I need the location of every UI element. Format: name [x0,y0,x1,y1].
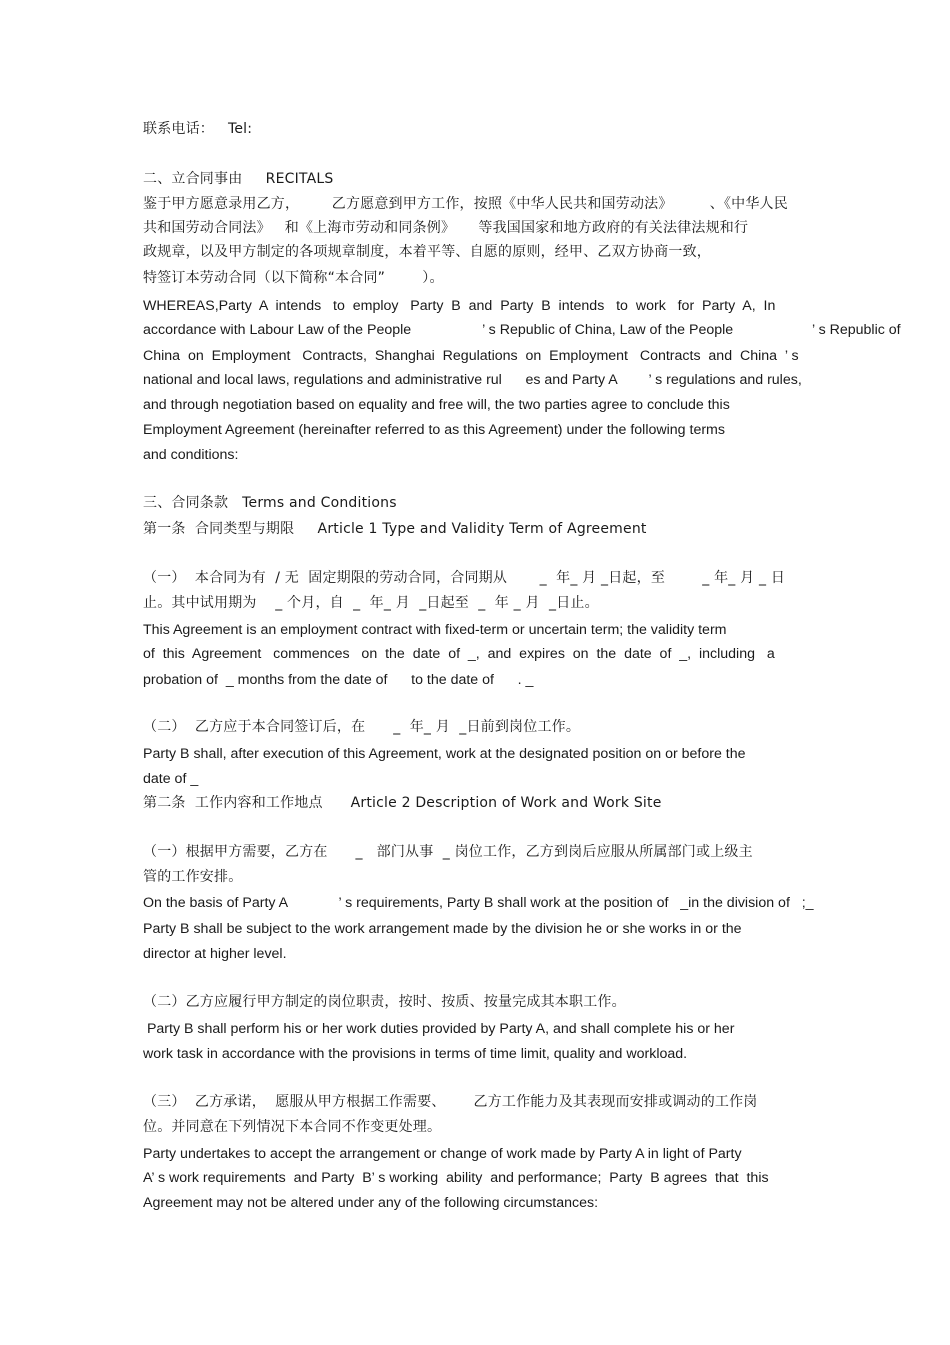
article-2-clause-3-zh-line-2: 位。并同意在下列情况下本合同不作变更处理。 [143,1119,442,1135]
contact-phone-line: 联系电话： Tel: [143,121,253,137]
article-2-clause-1-en-line-1: On the basis of Party A ’ s requirements, Party B shall work at the position of _in the division of ;_ [143,895,814,911]
article-2-clause-1-en-line-3: director at higher level. [143,946,287,962]
article-2-clause-3-en-line-3: Agreement may not be altered under any of the following circumstances: [143,1195,599,1211]
article-1-clause-1-zh-line-2: 止。其中试用期为 _ 个月，自 _ 年_ 月 _日起至 _ 年 _ 月 _日止。 [143,595,599,611]
article-2-clause-1-zh-line-2: 管的工作安排。 [143,869,243,885]
article-2-clause-3-en-line-1: Party undertakes to accept the arrangement or change of work made by Party A in light of Party [143,1146,742,1162]
article-2-clause-1-en-line-2: Party B shall be subject to the work arrangement made by the division he or she works in or the [143,921,742,937]
article-1-clause-1-en-line-2: of this Agreement commences on the date of _, and expires on the date of _, including a [143,646,775,662]
article-2-clause-3-zh-line-1: （三） 乙方承诺， 愿服从甲方根据工作需要、 乙方工作能力及其表现而安排或调动的工作岗 [143,1094,758,1110]
article-2-clause-2-en-line-1: Party B shall perform his or her work duties provided by Party A, and shall complete his or her [143,1021,735,1037]
article-1-clause-1-zh-line-1: （一） 本合同为有 / 无 固定期限的劳动合同，合同期从 _ 年_ 月 _日起，至 _ 年_ 月 _ 日 [143,570,786,586]
article-1-clause-2-en-line-2: date of _ [143,771,199,787]
recitals-en-line-4: national and local laws, regulations and administrative rul es and Party A ’ s regulations and rules, [143,372,802,388]
recitals-en-line-6: Employment Agreement (hereinafter referred to as this Agreement) under the following terms [143,422,725,438]
article-2-clause-2-zh: （二）乙方应履行甲方制定的岗位职责，按时、按质、按量完成其本职工作。 [143,994,626,1010]
article-2-clause-3-en-line-2: A’ s work requirements and Party B’ s working ability and performance; Party B agrees that this [143,1170,769,1186]
recitals-en-line-3: China on Employment Contracts, Shanghai Regulations on Employment Contracts and China ’ s [143,348,799,364]
recitals-en-line-1: WHEREAS,Party A intends to employ Party B and Party B intends to work for Party A, In [143,298,776,314]
recitals-zh-line-2: 共和国劳动合同法》 和《上海市劳动和同条例》 等我国国家和地方政府的有关法律法规和行 [143,220,749,236]
article-2-clause-1-zh-line-1: （一）根据甲方需要，乙方在 _ 部门从事 _ 岗位工作，乙方到岗后应服从所属部门或上级主 [143,844,753,860]
recitals-en-line-2: accordance with Labour Law of the People ’ s Republic of China, Law of the People ’ s Republic of [143,322,901,338]
article-2-clause-2-en-line-2: work task in accordance with the provisions in terms of time limit, quality and workload. [143,1046,688,1062]
recitals-zh-line-1: 鉴于甲方愿意录用乙方， 乙方愿意到甲方工作，按照《中华人民共和国劳动法》 、《中华人民 [143,196,788,212]
article-1-clause-2-en-line-1: Party B shall, after execution of this Agreement, work at the designated position on or before the [143,746,746,762]
article-2-heading: 第二条 工作内容和工作地点 Article 2 Description of Work and Work Site [143,795,662,811]
section-heading-terms: 三、合同条款 Terms and Conditions [143,495,397,511]
recitals-zh-line-4: 特签订本劳动合同（以下简称“本合同” ）。 [143,270,444,286]
article-1-clause-1-en-line-3: probation of _ months from the date of to the date of . _ [143,672,534,688]
article-1-clause-2-zh: （二） 乙方应于本合同签订后，在 _ 年_ 月 _日前到岗位工作。 [143,719,581,735]
recitals-en-line-5: and through negotiation based on equality and free will, the two parties agree to conclude this [143,397,730,413]
section-heading-recitals: 二、立合同事由 RECITALS [143,171,334,187]
recitals-zh-line-3: 政规章，以及甲方制定的各项规章制度，本着平等、自愿的原则，经甲、乙双方协商一致， [143,244,711,260]
article-1-clause-1-en-line-1: This Agreement is an employment contract with fixed-term or uncertain term; the validity term [143,622,727,638]
article-1-heading: 第一条 合同类型与期限 Article 1 Type and Validity Term of Agreement [143,521,647,537]
recitals-en-line-7: and conditions: [143,447,239,463]
